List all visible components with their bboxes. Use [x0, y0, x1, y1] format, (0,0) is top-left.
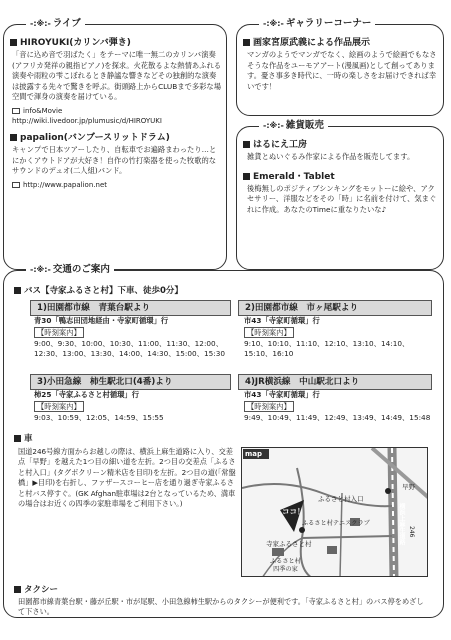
ornament-icon: -:※:-	[263, 19, 284, 28]
ornament-icon: -:※:-	[30, 265, 51, 274]
access-title: -:※:- 交通のご案内	[26, 263, 114, 277]
map-hayano: 早野	[402, 483, 415, 491]
taxi-body: 田園都市線青葉台駅・藤が丘駅・市が尾駅、小田急線柿生駅からのタクシーが便利です。「寺家ふるさと村」のバス停をめざして下さい。	[18, 597, 424, 617]
map-road-name: 横浜上麻生道路	[398, 503, 405, 545]
hiroyuki-url[interactable]: http://wiki.livedoor.jp/plumusic/d/HIROYUKI	[12, 116, 162, 125]
map-jike-furusato: 寺家ふるさと村	[266, 540, 312, 548]
taxi-heading: タクシー	[14, 584, 58, 597]
timetable-label: 【時刻案内】	[34, 327, 84, 338]
square-bullet-icon	[243, 39, 250, 46]
gallery-panel	[236, 18, 444, 116]
timetable-label: 【時刻案内】	[244, 327, 294, 338]
route-4-header: 4)JR横浜線 中山駅北口より	[238, 374, 432, 390]
live-title: -:※:- ライブ	[26, 17, 85, 31]
gallery-heading: 画家宮原武義による作品展示	[243, 37, 439, 50]
hiroyuki-heading: HIROYUKI(カリンバ弾き)	[10, 37, 222, 50]
access-map	[241, 447, 428, 577]
route-2-times: 9:10、10:10、11:10、12:10、13:10、14:10、15:10、16:10	[244, 339, 410, 359]
route-3-times: 9:03、10:59、12:05、14:59、15:55	[34, 413, 164, 423]
car-body: 国道246号線方面からお越しの際は、横浜上麻生道路に入り、交差点「早野」を越えた1つ目の細い道を左折。2つ目の交差点「ふるさと村入口」(タグボクリーン精米店を目印)を左折。2つ目の道(「常盤橋」▶目印)を右折し、ファザースコーヒー店を通り過ぎ寺家ふるさと村バス停すぐ。(GK Afghan駐車場は2台となっているため、満車の場合はお近くの四季の家駐車場をご利用下さい。)	[18, 447, 236, 509]
route-1-header: 1)田園都市線 青葉台駅より	[30, 300, 231, 316]
emerald-heading: Emerald・Tablet	[243, 171, 439, 184]
papalion-url[interactable]: http://www.papalion.net	[23, 180, 107, 189]
route-1	[34, 316, 234, 360]
monitor-icon	[12, 108, 20, 114]
car-heading: 車	[14, 433, 33, 446]
papalion-heading: papalion(バンブースリットドラム)	[10, 132, 222, 145]
route-3-header: 3)小田急線 柿生駅北口(4番)より	[30, 374, 231, 390]
map-furusato-iriguchi: ふるさと村入口	[318, 495, 364, 503]
route-2-header: 2)田園都市線 市ヶ尾駅より	[238, 300, 432, 316]
gallery-title: -:※:- ギャラリーコーナー	[259, 17, 375, 31]
route-4	[244, 390, 434, 423]
hiroyuki-info: info&Movie	[10, 106, 222, 116]
goods-title: -:※:- 雑貨販売	[259, 119, 328, 133]
square-bullet-icon	[243, 141, 250, 148]
haru-body: 雑貨とぬいぐるみ作家による作品を販売してます。	[247, 152, 415, 161]
route-1-times: 9:00、9:30、10:00、10:30、11:00、11:30、12:00、12:30、13:00、13:30、14:00、14:30、15:00、15:30	[34, 339, 225, 359]
monitor-icon	[12, 182, 20, 188]
route-4-times: 9:49、10:49、11:49、12:49、13:49、14:49、15:48	[244, 413, 431, 423]
papalion-url-row	[10, 180, 222, 190]
ornament-icon: -:※:-	[30, 19, 51, 28]
map-shiki-no-ie: ふるさと村 四季の家	[270, 558, 301, 573]
gallery-body: マンガのようでマンガでなく、絵画のようで絵画でもなさそうな作品をユーモアアート(漫風画)として創ってあります。憂さ事多き時代に、一時の楽しさをお届けできれば幸いです！	[247, 50, 437, 91]
map-label: map	[245, 450, 263, 458]
map-koko: ココ！	[282, 507, 305, 516]
ornament-icon: -:※:-	[263, 121, 284, 130]
map-tennis: ふるさと村テニスクラブ	[302, 520, 370, 527]
route-3-bus: 柿25「寺家ふるさと村循環」行	[34, 390, 140, 399]
timetable-label: 【時刻案内】	[244, 401, 294, 412]
map-route-246: 246	[408, 526, 415, 538]
square-bullet-icon	[10, 134, 17, 141]
bus-heading: バス【寺家ふるさと村】下車、徒歩0分】	[14, 285, 183, 298]
square-bullet-icon	[14, 586, 21, 593]
papalion-body: キャンプで日本ツアーしたり、自転車でお遍路まわったり…とにかくアウトドアが大好き！自作の竹打楽器を使った牧歌的なサウンドのデュオ(二人組)バンド。	[12, 144, 217, 176]
square-bullet-icon	[14, 435, 21, 442]
route-4-bus: 市43「寺家町循環」行	[244, 390, 320, 399]
square-bullet-icon	[10, 39, 17, 46]
timetable-label: 【時刻案内】	[34, 401, 84, 412]
square-bullet-icon	[243, 173, 250, 180]
route-3	[34, 390, 234, 423]
goods-panel	[236, 120, 444, 270]
haru-heading: はるにえ工房	[243, 139, 439, 152]
live-panel	[3, 18, 227, 270]
route-2	[244, 316, 434, 360]
emerald-body: 後梅無しのポジティブシンキングをモットーに絵や、アクセサリー、洋服などをその「時」に名前を付けて、気まぐれに作成。あなたのTimeに重なりたいな♪	[247, 183, 437, 214]
hiroyuki-body: 「音に込め音で羽ばたく」をテーマに唯一無二のカリンバ演奏(アフリカ発祥の親指ピアノ)を探求。火花散るよな熱情あふれる演奏や雨粒の雫こぼれるとき静謐な響きなどその独創的な演奏は披露する先々で驚きを呼ぶ。街頭路上からCLUBまで多彩な場空間で渾身の演奏を届けている。	[12, 50, 222, 102]
route-1-bus: 青30「鴨志田団地経由・寺家町循環」行	[34, 316, 169, 325]
square-bullet-icon	[14, 287, 21, 294]
route-2-bus: 市43「寺家町循環」行	[244, 316, 320, 325]
